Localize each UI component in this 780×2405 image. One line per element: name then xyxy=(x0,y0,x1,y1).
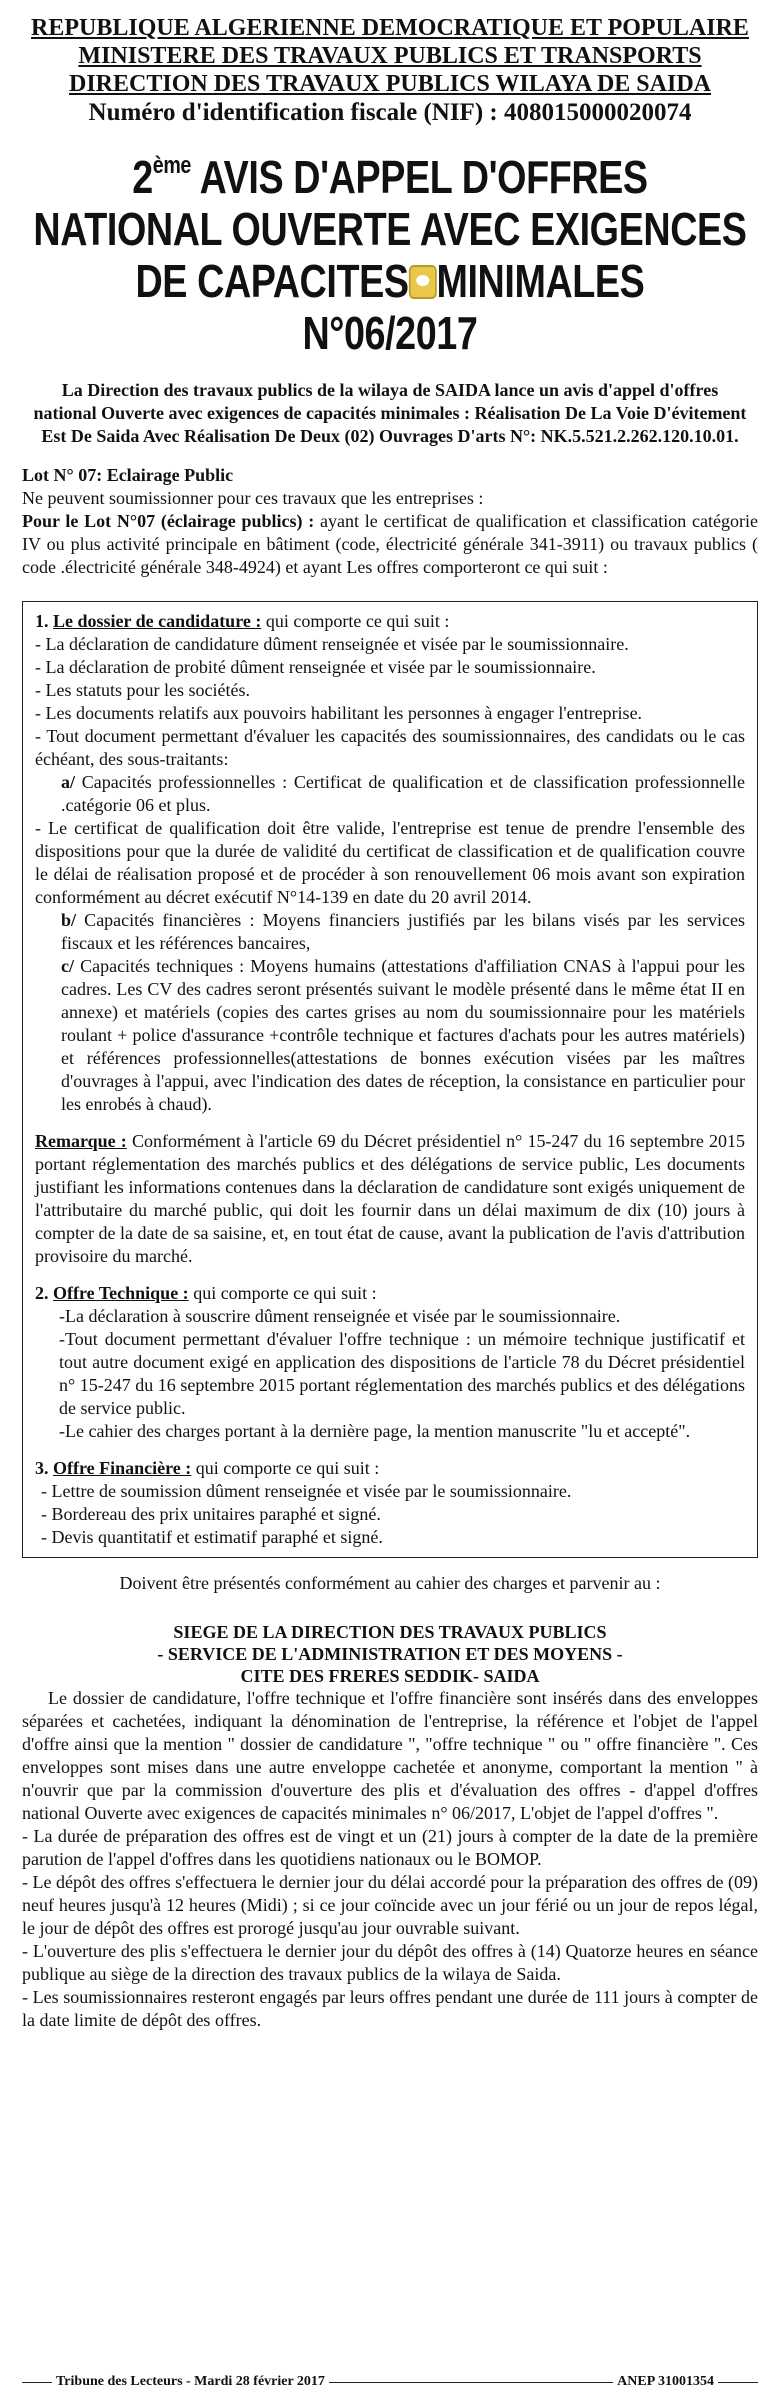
title-line-1 xyxy=(22,140,758,203)
spacer xyxy=(35,1116,745,1130)
capacity-c-label: c/ xyxy=(61,956,74,976)
closing-paragraph: - Le dépôt des offres s'effectuera le dernier jour du délai accordé pour la préparation des offres de (09) neuf heures jusqu'à 12 heures (Midi) ; si ce jour coïncide avec un jour férié ou un jour de repos légal, le jour de dépôt des offres est prorogé jusqu'au jour ouvrable suivant. xyxy=(22,1872,758,1938)
remarque-text: Conformément à l'article 69 du Décret présidentiel n° 15-247 du 16 septembre 2015 portant réglementation des marchés publics et des délégations de service public, Les documents justifiant les informations contenues dans la déclaration de candidature sont exigés uniquement de l'attributaire du marché public, qui doit les fournir dans un délai maximum de dix (10) jours à compter de la date de sa saisine, et, en tout état de cause, avant la publication de l'avis d'attribution provisoire du marché. xyxy=(35,1131,745,1266)
title-line-3b: MINIMALES xyxy=(436,255,645,307)
capacity-financial xyxy=(35,909,745,955)
spacer xyxy=(35,1268,745,1282)
lot-condition-label: Pour le Lot N°07 (éclairage publics) : xyxy=(22,511,315,531)
financiere-title-rest: qui comporte ce qui suit : xyxy=(191,1458,380,1478)
requirements-box xyxy=(22,601,758,1558)
capacity-technical xyxy=(35,955,745,1116)
dossier-number: 1. xyxy=(35,611,53,631)
technique-title: Offre Technique : xyxy=(53,1283,189,1303)
dossier-title: Le dossier de candidature : xyxy=(53,611,262,631)
capacity-a-text: Capacités professionnelles : Certificat de qualification et de classification professionnelle .catégorie 06 et plus. xyxy=(61,772,745,815)
closing-section xyxy=(22,1687,758,2032)
dossier-item: - Les documents relatifs aux pouvoirs habilitant les personnes à engager l'entreprise. xyxy=(35,703,643,723)
technique-item: -Le cahier des charges portant à la dernière page, la mention manuscrite "lu et accepté". xyxy=(59,1421,691,1441)
header-direction: DIRECTION DES TRAVAUX PUBLICS WILAYA DE SAIDA xyxy=(69,71,711,97)
technique-item: -Tout document permettant d'évaluer l'offre technique : un mémoire technique justificatif et tout autre document exigé en application des dispositions de l'article 78 du Décret présidentiel n° 15-247 du 16 septembre 2015 portant réglementation des marchés publics et des délégations de service public. xyxy=(59,1329,745,1418)
technique-item: -La déclaration à souscrire dûment renseignée et visée par le soumissionnaire. xyxy=(59,1306,621,1326)
dossier-title-rest: qui comporte ce qui suit : xyxy=(261,611,450,631)
title-line-3 xyxy=(22,255,758,307)
lot-condition-text: ayant le certificat de qualification et classification catégorie IV ou plus activité principale en bâtiment (code, électricité générale 341-3911) ou travaux publics ( code .électricité générale 348-4924) et ayant Les offres comporteront ce qui suit : xyxy=(22,511,758,577)
remarque-paragraph xyxy=(35,1130,745,1268)
technique-heading xyxy=(35,1282,745,1305)
title-line-2: NATIONAL OUVERTE AVEC EXIGENCES xyxy=(33,203,747,255)
technique-title-rest: qui comporte ce qui suit : xyxy=(188,1283,377,1303)
closing-paragraph: - La durée de préparation des offres est de vingt et un (21) jours à compter de la date de la première parution de l'appel d'offres dans les quotidiens nationaux ou le BOMOP. xyxy=(22,1826,758,1869)
header-republic: REPUBLIQUE ALGERIENNE DEMOCRATIQUE ET POPULAIRE xyxy=(31,15,749,41)
title-ordinal-suffix: ème xyxy=(152,152,191,179)
siege-address xyxy=(22,1621,758,1687)
footer-anep-ref: ANEP 31001354 xyxy=(613,2374,718,2390)
notice-title xyxy=(22,140,758,359)
technique-number: 2. xyxy=(35,1283,53,1303)
capacity-professional xyxy=(35,771,745,817)
dossier-item: - La déclaration de candidature dûment renseignée et visée par le soumissionnaire. xyxy=(35,634,629,654)
title-line-4: N°06/2017 xyxy=(302,307,478,359)
dossier-item: - Tout document permettant d'évaluer les capacités des soumissionnaires, des candidats ou le cas échéant, des sous-traitants: xyxy=(35,726,745,769)
header-ministry: MINISTERE DES TRAVAUX PUBLICS ET TRANSPORTS xyxy=(78,43,702,69)
title-line-1-text: AVIS D'APPEL D'OFFRES xyxy=(190,151,648,203)
lot-eligibility-line: Ne peuvent soumissionner pour ces travaux que les entreprises : xyxy=(22,488,484,508)
capacity-c-text: Capacités techniques : Moyens humains (attestations d'affiliation CNAS à l'appui pour les cadres. Les CV des cadres seront présentés suivant le modèle présenté dans le même état II en annexe) et matériels (copies des cartes grises au nom du soumissionnaire pour les matériels roulant + police d'assurance +contrôle technique et factures d'achats pour les autres matériels) et références professionnelles(attestations de bonnes exécution visées par les maîtres d'ouvrages à l'appui, avec l'indication des dates de réception, la consistance en particulier pour les enrobés à chaud). xyxy=(61,956,745,1114)
siege-line-3: CITE DES FRERES SEDDIK- SAIDA xyxy=(240,1666,540,1686)
capacity-b-label: b/ xyxy=(61,910,77,930)
comment-bubble-icon[interactable] xyxy=(409,265,437,299)
capacity-a-label: a/ xyxy=(61,772,76,792)
header-nif: Numéro d'identification fiscale (NIF) : 408015000020074 xyxy=(88,99,692,126)
siege-line-1: SIEGE DE LA DIRECTION DES TRAVAUX PUBLICS xyxy=(173,1622,607,1642)
certificate-validity: - Le certificat de qualification doit être valide, l'entreprise est tenue de prendre l'ensemble des dispositions pour que la durée de validité du certificat de classification et de qualification couvre le délai de réalisation proposé et de procéder à son renouvellement 06 mois avant son expiration conformément au décret exécutif N°14-139 en date du 20 avril 2014. xyxy=(35,818,745,907)
closing-paragraph: Le dossier de candidature, l'offre technique et l'offre financière sont insérés dans des enveloppes séparées et cachetées, indiquant la dénomination de l'entreprise, la référence et l'objet de l'appel d'offre ainsi que la mention " dossier de candidature ", "offre technique " ou " offre financière ". Ces enveloppes sont mises dans une autre enveloppe cachetée et anonyme, comportant la mention " à n'ouvrir que par la commission d'ouverture des plis et d'évaluation des offres - d'appel d'offres national Ouverte avec exigences de capacités minimales n° 06/2017, L'objet de l'appel d'offres ". xyxy=(22,1688,758,1823)
financiere-item: - Bordereau des prix unitaires paraphé et signé. xyxy=(41,1504,381,1524)
financiere-item: - Lettre de soumission dûment renseignée et visée par le soumissionnaire. xyxy=(41,1481,572,1501)
financiere-number: 3. xyxy=(35,1458,53,1478)
title-line-3a: DE CAPACITES xyxy=(135,255,409,307)
intro-paragraph: La Direction des travaux publics de la wilaya de SAIDA lance un avis d'appel d'offres national Ouverte avec exigences de capacités minimales : Réalisation De La Voie D'évitement Est De Saida Avec Réalisation De Deux (02) Ouvrages D'arts N°: NK.5.521.2.262.120.10.01. xyxy=(33,380,747,446)
lot-section xyxy=(22,464,758,579)
submission-instruction: Doivent être présentés conformément au cahier des charges et parvenir au : xyxy=(119,1573,661,1593)
spacer xyxy=(35,1443,745,1457)
closing-paragraph: - L'ouverture des plis s'effectuera le dernier jour du dépôt des offres à (14) Quatorze heures en séance publique au siège de la direction des travaux publics de la wilaya de Saida. xyxy=(22,1941,758,1984)
dossier-item: - La déclaration de probité dûment renseignée et visée par le soumissionnaire. xyxy=(35,657,596,677)
footer-publication: Tribune des Lecteurs - Mardi 28 février 2017 xyxy=(52,2374,329,2390)
financiere-title: Offre Financière : xyxy=(53,1458,192,1478)
financiere-heading xyxy=(35,1457,745,1480)
dossier-item: - Les statuts pour les sociétés. xyxy=(35,680,250,700)
capacity-b-text: Capacités financières : Moyens financiers justifiés par les bilans visés par les services fiscaux et les références bancaires, xyxy=(61,910,745,953)
financiere-item: - Devis quantitatif et estimatif paraphé et signé. xyxy=(41,1527,383,1547)
siege-line-2: - SERVICE DE L'ADMINISTRATION ET DES MOYENS - xyxy=(157,1644,623,1664)
header-block xyxy=(22,14,758,98)
title-ordinal-number: 2 xyxy=(132,151,153,203)
lot-title: Lot N° 07: Eclairage Public xyxy=(22,465,234,485)
remarque-label: Remarque : xyxy=(35,1131,127,1151)
closing-paragraph: - Les soumissionnaires resteront engagés par leurs offres pendant une durée de 111 jours à compter de la date limite de dépôt des offres. xyxy=(22,1987,758,2030)
lot-condition xyxy=(22,510,758,579)
dossier-heading xyxy=(35,610,745,633)
